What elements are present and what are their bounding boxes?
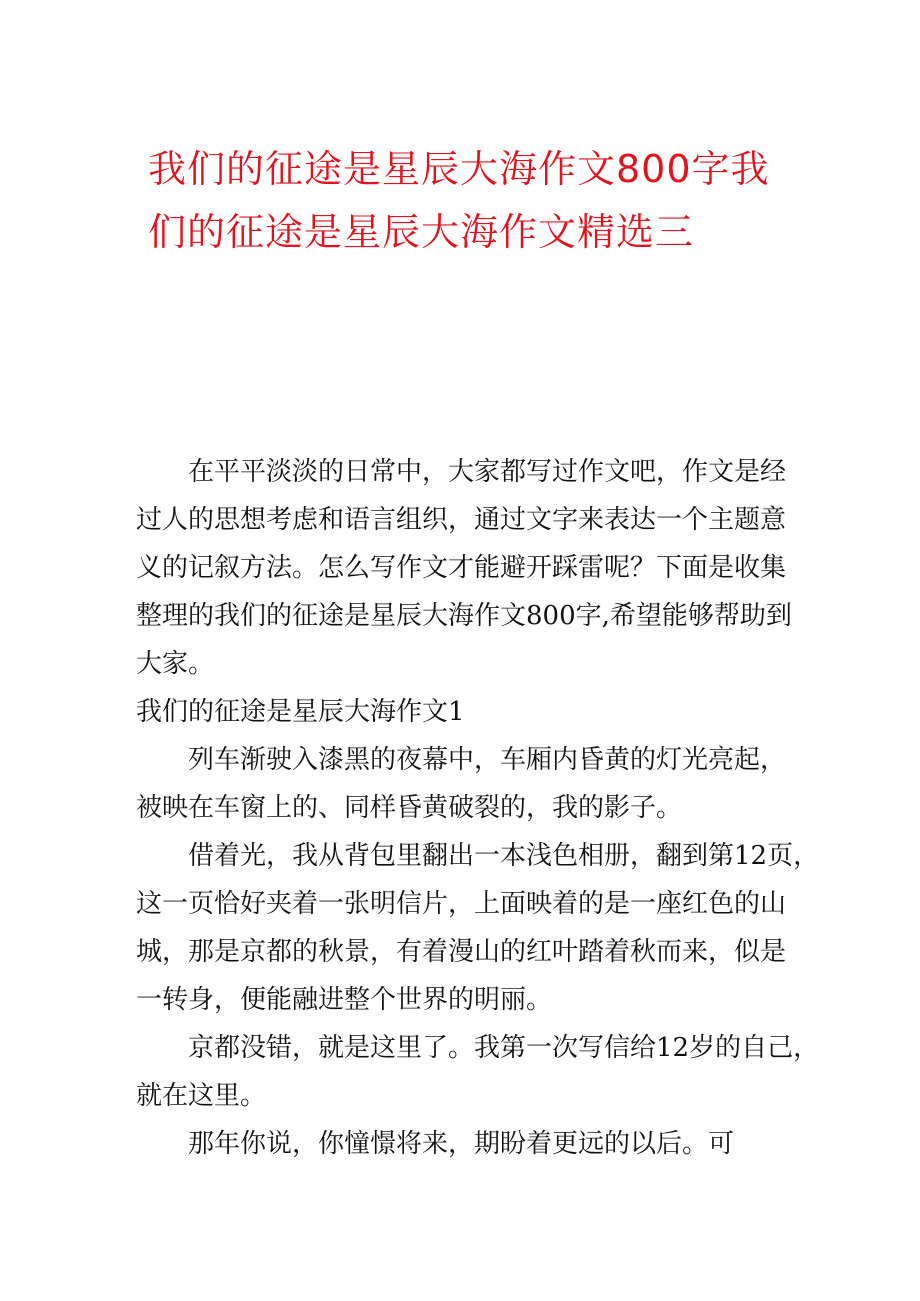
text-line: 在平平淡淡的日常中，大家都写过作文吧，作文是经 bbox=[188, 457, 787, 487]
body-paragraph bbox=[136, 1120, 796, 1168]
text-line: 一转身，便能融进整个世界的明丽。 bbox=[136, 985, 553, 1015]
title-line-1: 我们的征途是星辰大海作文800字我 bbox=[148, 147, 770, 191]
text-line: 那年你说，你憧憬将来，期盼着更远的以后。可 bbox=[188, 1129, 735, 1159]
body-paragraph bbox=[136, 832, 820, 1024]
text-line: 过人的思想考虑和语言组织，通过文字来表达一个主题意 bbox=[136, 505, 787, 535]
intro-paragraph bbox=[136, 448, 796, 688]
title-line-2: 们的征途是星辰大海作文精选三 bbox=[148, 210, 695, 254]
text-line: 就在这里。 bbox=[136, 1081, 267, 1111]
document-title bbox=[148, 138, 798, 264]
text-line: 借着光，我从背包里翻出一本浅色相册，翻到第12页， bbox=[188, 841, 820, 871]
text-line: 这一页恰好夹着一张明信片，上面映着的是一座红色的山 bbox=[136, 889, 787, 919]
text-line: 大家。 bbox=[136, 649, 215, 679]
text-line: 列车渐驶入漆黑的夜幕中，车厢内昏黄的灯光亮起， bbox=[188, 745, 787, 775]
text-line: 被映在车窗上的、同样昏黄破裂的，我的影子。 bbox=[136, 793, 683, 823]
text-line: 城，那是京都的秋景，有着漫山的红叶踏着秋而来，似是 bbox=[136, 937, 787, 967]
document-body bbox=[136, 448, 820, 1168]
text-line: 整理的我们的征途是星辰大海作文800字,希望能够帮助到 bbox=[136, 601, 792, 631]
text-line: 京都没错，就是这里了。我第一次写信给12岁的自己， bbox=[188, 1033, 820, 1063]
body-paragraph bbox=[136, 1024, 820, 1120]
text-line: 义的记叙方法。怎么写作文才能避开踩雷呢？下面是收集 bbox=[136, 553, 787, 583]
section-heading: 我们的征途是星辰大海作文1 bbox=[136, 697, 465, 727]
body-paragraph bbox=[136, 736, 796, 832]
